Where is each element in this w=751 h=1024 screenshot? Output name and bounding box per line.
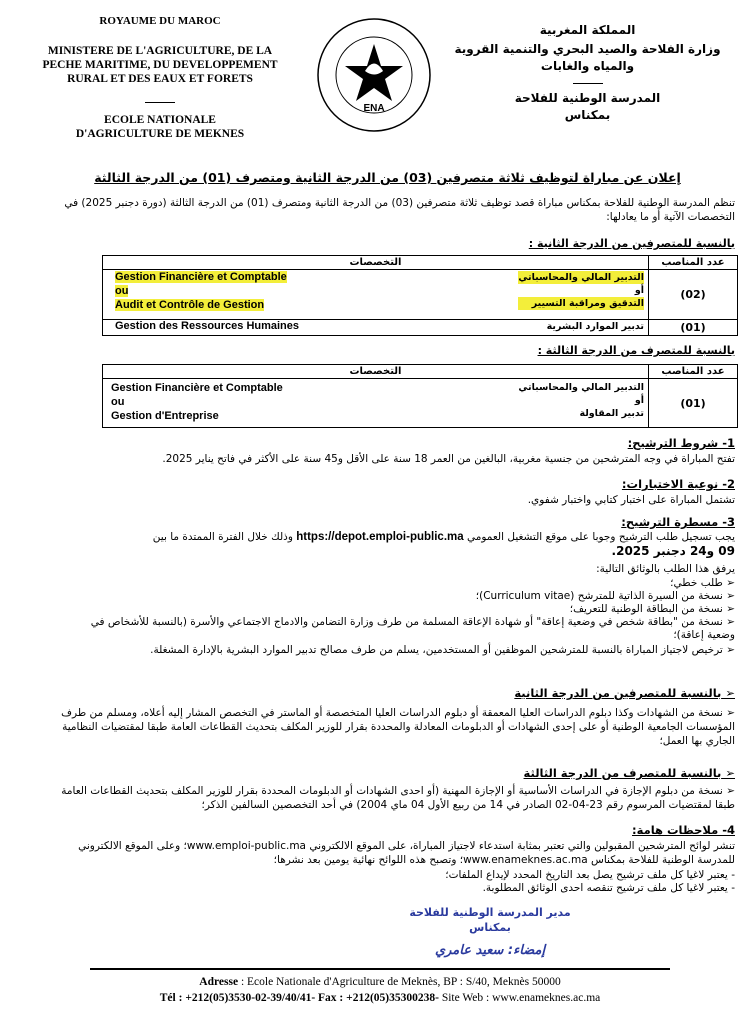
fr-school: ECOLE NATIONALE D'AGRICULTURE DE MEKNES bbox=[75, 114, 245, 140]
s1-title: 1- شروط الترشيح: bbox=[627, 436, 735, 450]
ar-spec: التدبير المالي والمحاسباتي bbox=[518, 382, 644, 393]
s3-text-b: وذلك خلال الفترة الممتدة ما بين bbox=[152, 531, 293, 543]
footer bbox=[80, 974, 680, 1006]
header-french bbox=[10, 14, 310, 141]
row-count: (02) bbox=[649, 270, 738, 320]
stamp-line2: بمكناس bbox=[469, 921, 511, 934]
sub-g2-title: ➢ بالنسبة للمتصرفين من الدرجة الثانية bbox=[514, 686, 735, 700]
s3-text-a: يجب تسجيل طلب الترشيح وجوبا على موقع التشغيل العمومي bbox=[466, 531, 735, 543]
col-spec: التخصصات bbox=[103, 256, 649, 270]
s4-text: تنشر لوائح المترشحين المقبولين والتي تعتبر بمثابة استدعاء لاجتياز المباراة، على الموقع الالكتروني www.emploi-public.ma؛ وعلى الموقع الالكتروني للمدرسة الوطنية للفلاحة بمكناس www.enameknes.ac.ma؛ وتصبح هذه اللوائح نهائية يومين بعد نشرها؛ bbox=[78, 840, 735, 866]
sub-g3-text: ➢ نسخة من دبلوم الإجازة في الدراسات الأساسية أو الإجازة المهنية (أو احدى الشهادات أو الدبلومات المحددة بقرار للوزير المكلف بتحديث القطاعات العامة طبقا لمقتضيات المرسوم رقم 23-04-02 الصادر في 14 من ربيع الأول 04 ماي 2004) في أحد التخصصين السالفين الذكر؛ bbox=[61, 785, 735, 811]
footer-rule bbox=[90, 968, 670, 970]
ar-school-1: المدرسة الوطنية للفلاحة bbox=[514, 91, 661, 105]
list-item: ➢ نسخة من السيرة الذاتية للمترشح (Curriculum vitae)؛ bbox=[475, 590, 735, 602]
sub-g2-text: ➢ نسخة من الشهادات وكذا دبلوم الدراسات العليا المعمقة أو دبلوم الدراسات العليا المتخصصة أو الماستر في التخصص المشار إليه أعلاه، ومسلم من طرف المؤسسات الجامعية الوطنية أو على إحدى الشهادات أو الدبلومات المعادلة والمحددة بقرار للوزير المكلف بتحديث القطاعات العامة طبقا لمقتضيات النظامية الجاري بها العمل؛ bbox=[61, 707, 735, 747]
s3-attach: يرفق هذا الطلب بالوثائق التالية: bbox=[596, 563, 735, 575]
fr-spec: Gestion Financière et Comptable bbox=[111, 382, 283, 394]
docs-list bbox=[60, 577, 735, 657]
table-grade2 bbox=[102, 255, 738, 336]
list-item: ➢ نسخة من البطاقة الوطنية للتعريف؛ bbox=[569, 603, 735, 615]
table-grade3 bbox=[102, 364, 738, 428]
fr-spec: Gestion Financière et Comptable bbox=[115, 271, 287, 283]
tel-label: Tél : bbox=[159, 992, 186, 1004]
ar-spec: التدقيق ومراقبة التسيير bbox=[518, 297, 644, 310]
fax-label: Fax : bbox=[315, 992, 347, 1004]
list-item: - يعتبر لاغيا كل ملف ترشيح يصل بعد التاريخ المحدد لإيداع الملفات؛ bbox=[445, 869, 735, 881]
table-row bbox=[103, 320, 738, 336]
s2-title: 2- نوعية الاختبارات: bbox=[621, 477, 735, 491]
row-count: (01) bbox=[649, 379, 738, 428]
s2-text: تشتمل المباراة على اختبار كتابي واختبار شفوي. bbox=[527, 494, 735, 506]
ar-school-2: بمكناس bbox=[564, 108, 611, 122]
s3-text bbox=[40, 530, 735, 558]
signature: إمضاء: سعيد عامري bbox=[434, 943, 546, 958]
col-spec: التخصصات bbox=[103, 365, 649, 379]
tel: +212(05)3530-02-39/40/41- bbox=[185, 992, 316, 1004]
ar-spec: تدبير الموارد البشرية bbox=[546, 321, 644, 332]
list-item: ➢ طلب خطي؛ bbox=[670, 577, 735, 589]
fr-spec: Gestion d'Entreprise bbox=[111, 410, 219, 422]
list-item: ➢ ترخيص لاجتياز المباراة بالنسبة للمترشحين الموظفين أو المستخدمين، يسلم من طرف مصالح تدبير الموارد البشرية بالإدارة المشغلة. bbox=[150, 644, 735, 656]
logo-text: ENA bbox=[363, 103, 385, 114]
ar-spec: تدبير المقاولة bbox=[579, 408, 644, 419]
list-item: ➢ نسخة من "بطاقة شخص في وضعية إعاقة" أو شهادة الإعاقة المسلمة من طرف وزارة التضامن والادماج الاجتماعي والأسرة (بالنسبة للأشخاص في وضعية إعاقة)؛ bbox=[90, 616, 735, 641]
table-row bbox=[103, 379, 738, 428]
intro-paragraph: تنظم المدرسة الوطنية للفلاحة بمكناس مباراة قصد توظيف ثلاثة متصرفين (03) من الدرجة الثانية ومتصرف (01) من الدرجة الثالثة (دورة دجنبر 2025) في التخصصات الآتية أو ما يعادلها: bbox=[64, 197, 735, 223]
address: : Ecole Nationale d'Agriculture de Meknès, BP : S/40, Meknès 50000 bbox=[238, 976, 561, 988]
col-count: عدد المناصب bbox=[649, 365, 738, 379]
row-count: (01) bbox=[649, 320, 738, 336]
school-logo bbox=[315, 16, 433, 134]
fax: +212(05)35300238- bbox=[346, 992, 439, 1004]
s3-title: 3- مسطرة الترشيح: bbox=[621, 515, 735, 529]
table-row bbox=[103, 270, 738, 320]
ar-ministry: وزارة الفلاحة والصيد البحري والتنمية القروية والمياه والغابات bbox=[454, 42, 721, 73]
fr-kingdom: ROYAUME DU MAROC bbox=[99, 15, 221, 27]
header-arabic bbox=[440, 22, 735, 124]
notes-list bbox=[300, 869, 735, 895]
section-grade3: بالنسبة للمتصرف من الدرجة الثالثة : bbox=[537, 344, 735, 357]
website: Site Web : www.enameknes.ac.ma bbox=[438, 992, 601, 1004]
fr-or: ou bbox=[111, 396, 125, 408]
stamp-line1: مدير المدرسة الوطنية للفلاحة bbox=[409, 906, 571, 919]
fr-spec: Audit et Contrôle de Gestion bbox=[115, 299, 265, 311]
fr-or: ou bbox=[115, 285, 129, 297]
address-label: Adresse bbox=[199, 976, 239, 988]
announcement-title: إعلان عن مباراة لتوظيف ثلاثة متصرفين (03) من الدرجة الثانية ومتصرف (01) من الدرجة الثالثة bbox=[94, 170, 681, 185]
sub-g3-title: ➢ بالنسبة للمتصرف من الدرجة الثالثة bbox=[523, 766, 735, 780]
fr-spec: Gestion des Ressources Humaines bbox=[115, 320, 300, 332]
col-count: عدد المناصب bbox=[649, 256, 738, 270]
fr-ministry: MINISTERE DE L'AGRICULTURE, DE LA PECHE MARITIME, DU DEVELOPPEMENT RURAL ET DES EAUX ET FORETS bbox=[42, 45, 278, 85]
s3-url: https://depot.emploi-public.ma bbox=[296, 531, 464, 543]
ar-spec: التدبير المالي والمحاسباتي bbox=[518, 272, 644, 283]
s3-dates: 09 و24 دجنبر 2025. bbox=[611, 544, 735, 558]
director-stamp bbox=[380, 905, 600, 958]
ar-kingdom: المملكة المغربية bbox=[539, 23, 636, 37]
s4-title: 4- ملاحظات هامة: bbox=[632, 823, 735, 837]
divider bbox=[145, 102, 175, 103]
section-grade2: بالنسبة للمتصرفين من الدرجة الثانية : bbox=[528, 237, 735, 250]
ar-or: أو bbox=[634, 395, 644, 406]
ar-or: أو bbox=[634, 285, 644, 296]
list-item: - يعتبر لاغيا كل ملف ترشيح تنقصه احدى الوثائق المطلوبة. bbox=[482, 882, 735, 894]
s1-text: تفتح المباراة في وجه المترشحين من جنسية مغربية، البالغين من العمر 18 سنة على الأقل و45 سنة على الأكثر في فاتح يناير 2025. bbox=[162, 453, 735, 465]
divider bbox=[573, 83, 603, 84]
